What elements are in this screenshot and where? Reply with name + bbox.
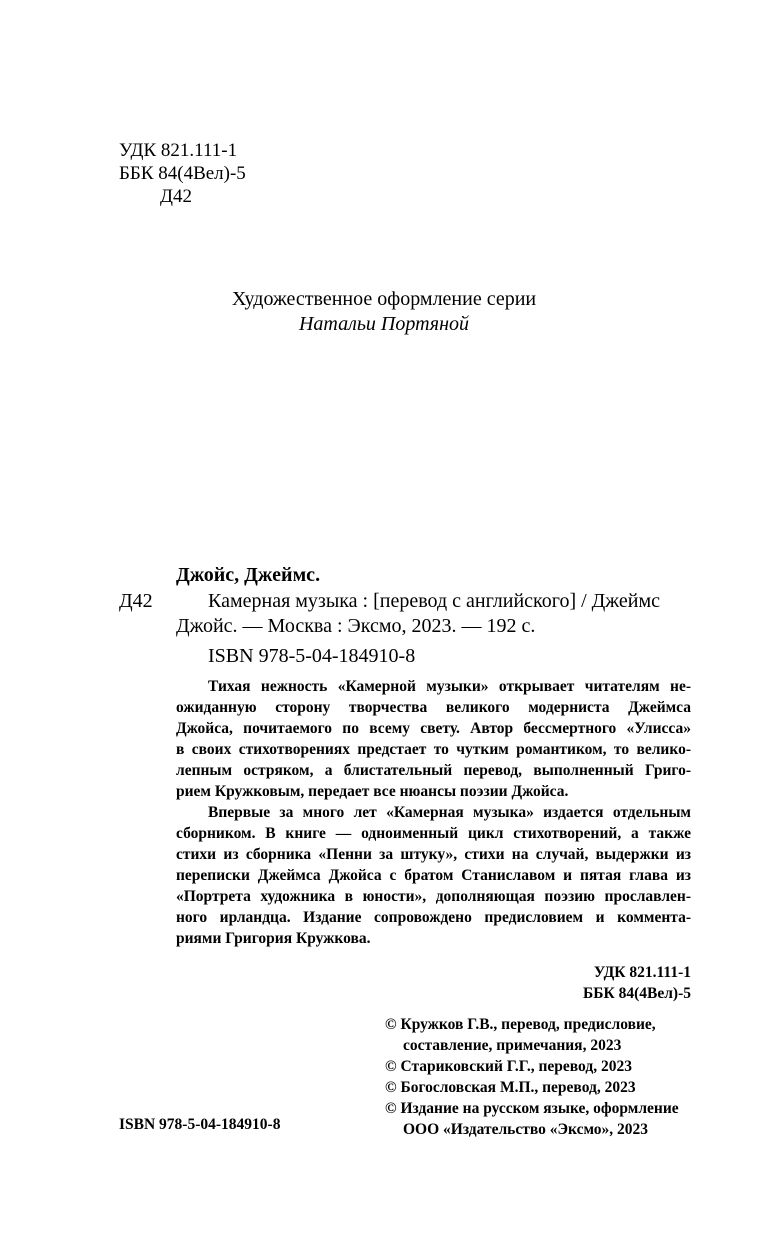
bib-author: Джойс, Джеймс. — [176, 564, 321, 586]
annotation-line: Тихая нежность «Камерной музыки» открывает читателям не- — [208, 678, 691, 695]
copyright-line: ООО «Издательство «Эксмо», 2023 — [403, 1121, 649, 1138]
annotation-line: сборником. В книге — одноименный цикл стихотворений, а также — [176, 825, 691, 842]
bbk-code: ББК 84(4Вел)-5 — [119, 163, 246, 184]
annotation-line: стихи из сборника «Пенни за штуку», стихи на случай, выдержки из — [176, 846, 691, 863]
bib-title-line1: Камерная музыка : [перевод с английского] / Джеймс — [208, 590, 660, 612]
annotation-line: «Портрета художника в юности», дополняющая поэзию прославлен- — [176, 888, 691, 905]
annotation-line: рием Кружковым, передает все нюансы поэзии Джойса. — [176, 783, 569, 800]
footer-udk-code: УДК 821.111-1 — [593, 964, 691, 981]
bottom-isbn: ISBN 978-5-04-184910-8 — [119, 1116, 281, 1133]
author-sign: Д42 — [160, 186, 192, 207]
copyright-line: составление, примечания, 2023 — [403, 1037, 622, 1054]
copyright-line: © Издание на русском языке, оформление — [385, 1100, 679, 1117]
copyright-line: © Кружков Г.В., перевод, предисловие, — [385, 1016, 656, 1033]
annotation-line: Впервые за много лет «Камерная музыка» издается отдельным — [208, 804, 691, 821]
designer-name: Натальи Портяной — [298, 313, 470, 335]
footer-bbk-code: ББК 84(4Вел)-5 — [582, 985, 691, 1002]
bib-isbn: ISBN 978-5-04-184910-8 — [208, 645, 416, 667]
copyright-line: © Богословская М.П., перевод, 2023 — [385, 1079, 636, 1096]
bib-sign: Д42 — [119, 590, 153, 612]
annotation-line: лепным остряком, а блистательный перевод, выполненный Григо- — [176, 762, 691, 779]
bib-title-line2: Джойс. — Москва : Эксмо, 2023. — 192 с. — [176, 615, 536, 637]
design-credit-line: Художественное оформление серии — [231, 288, 537, 310]
annotation — [176, 676, 691, 949]
annotation-line: Джойса, почитаемого по всему свету. Автор бессмертного «Улисса» — [176, 720, 691, 737]
udk-code: УДК 821.111-1 — [119, 140, 238, 161]
annotation-line: в своих стихотворениях предстает то чутким романтиком, то велико- — [176, 741, 691, 758]
annotation-line: риями Григория Кружкова. — [176, 930, 371, 947]
copyright-line: © Стариковский Г.Г., перевод, 2023 — [385, 1058, 632, 1075]
annotation-line: ожиданную сторону творчества великого модерниста Джеймса — [176, 699, 691, 716]
annotation-line: переписки Джеймса Джойса с братом Станиславом и пятая глава из — [176, 867, 691, 884]
copyright-block — [385, 1014, 679, 1140]
annotation-line: ного ирландца. Издание сопровождено предисловием и коммента- — [176, 909, 691, 926]
